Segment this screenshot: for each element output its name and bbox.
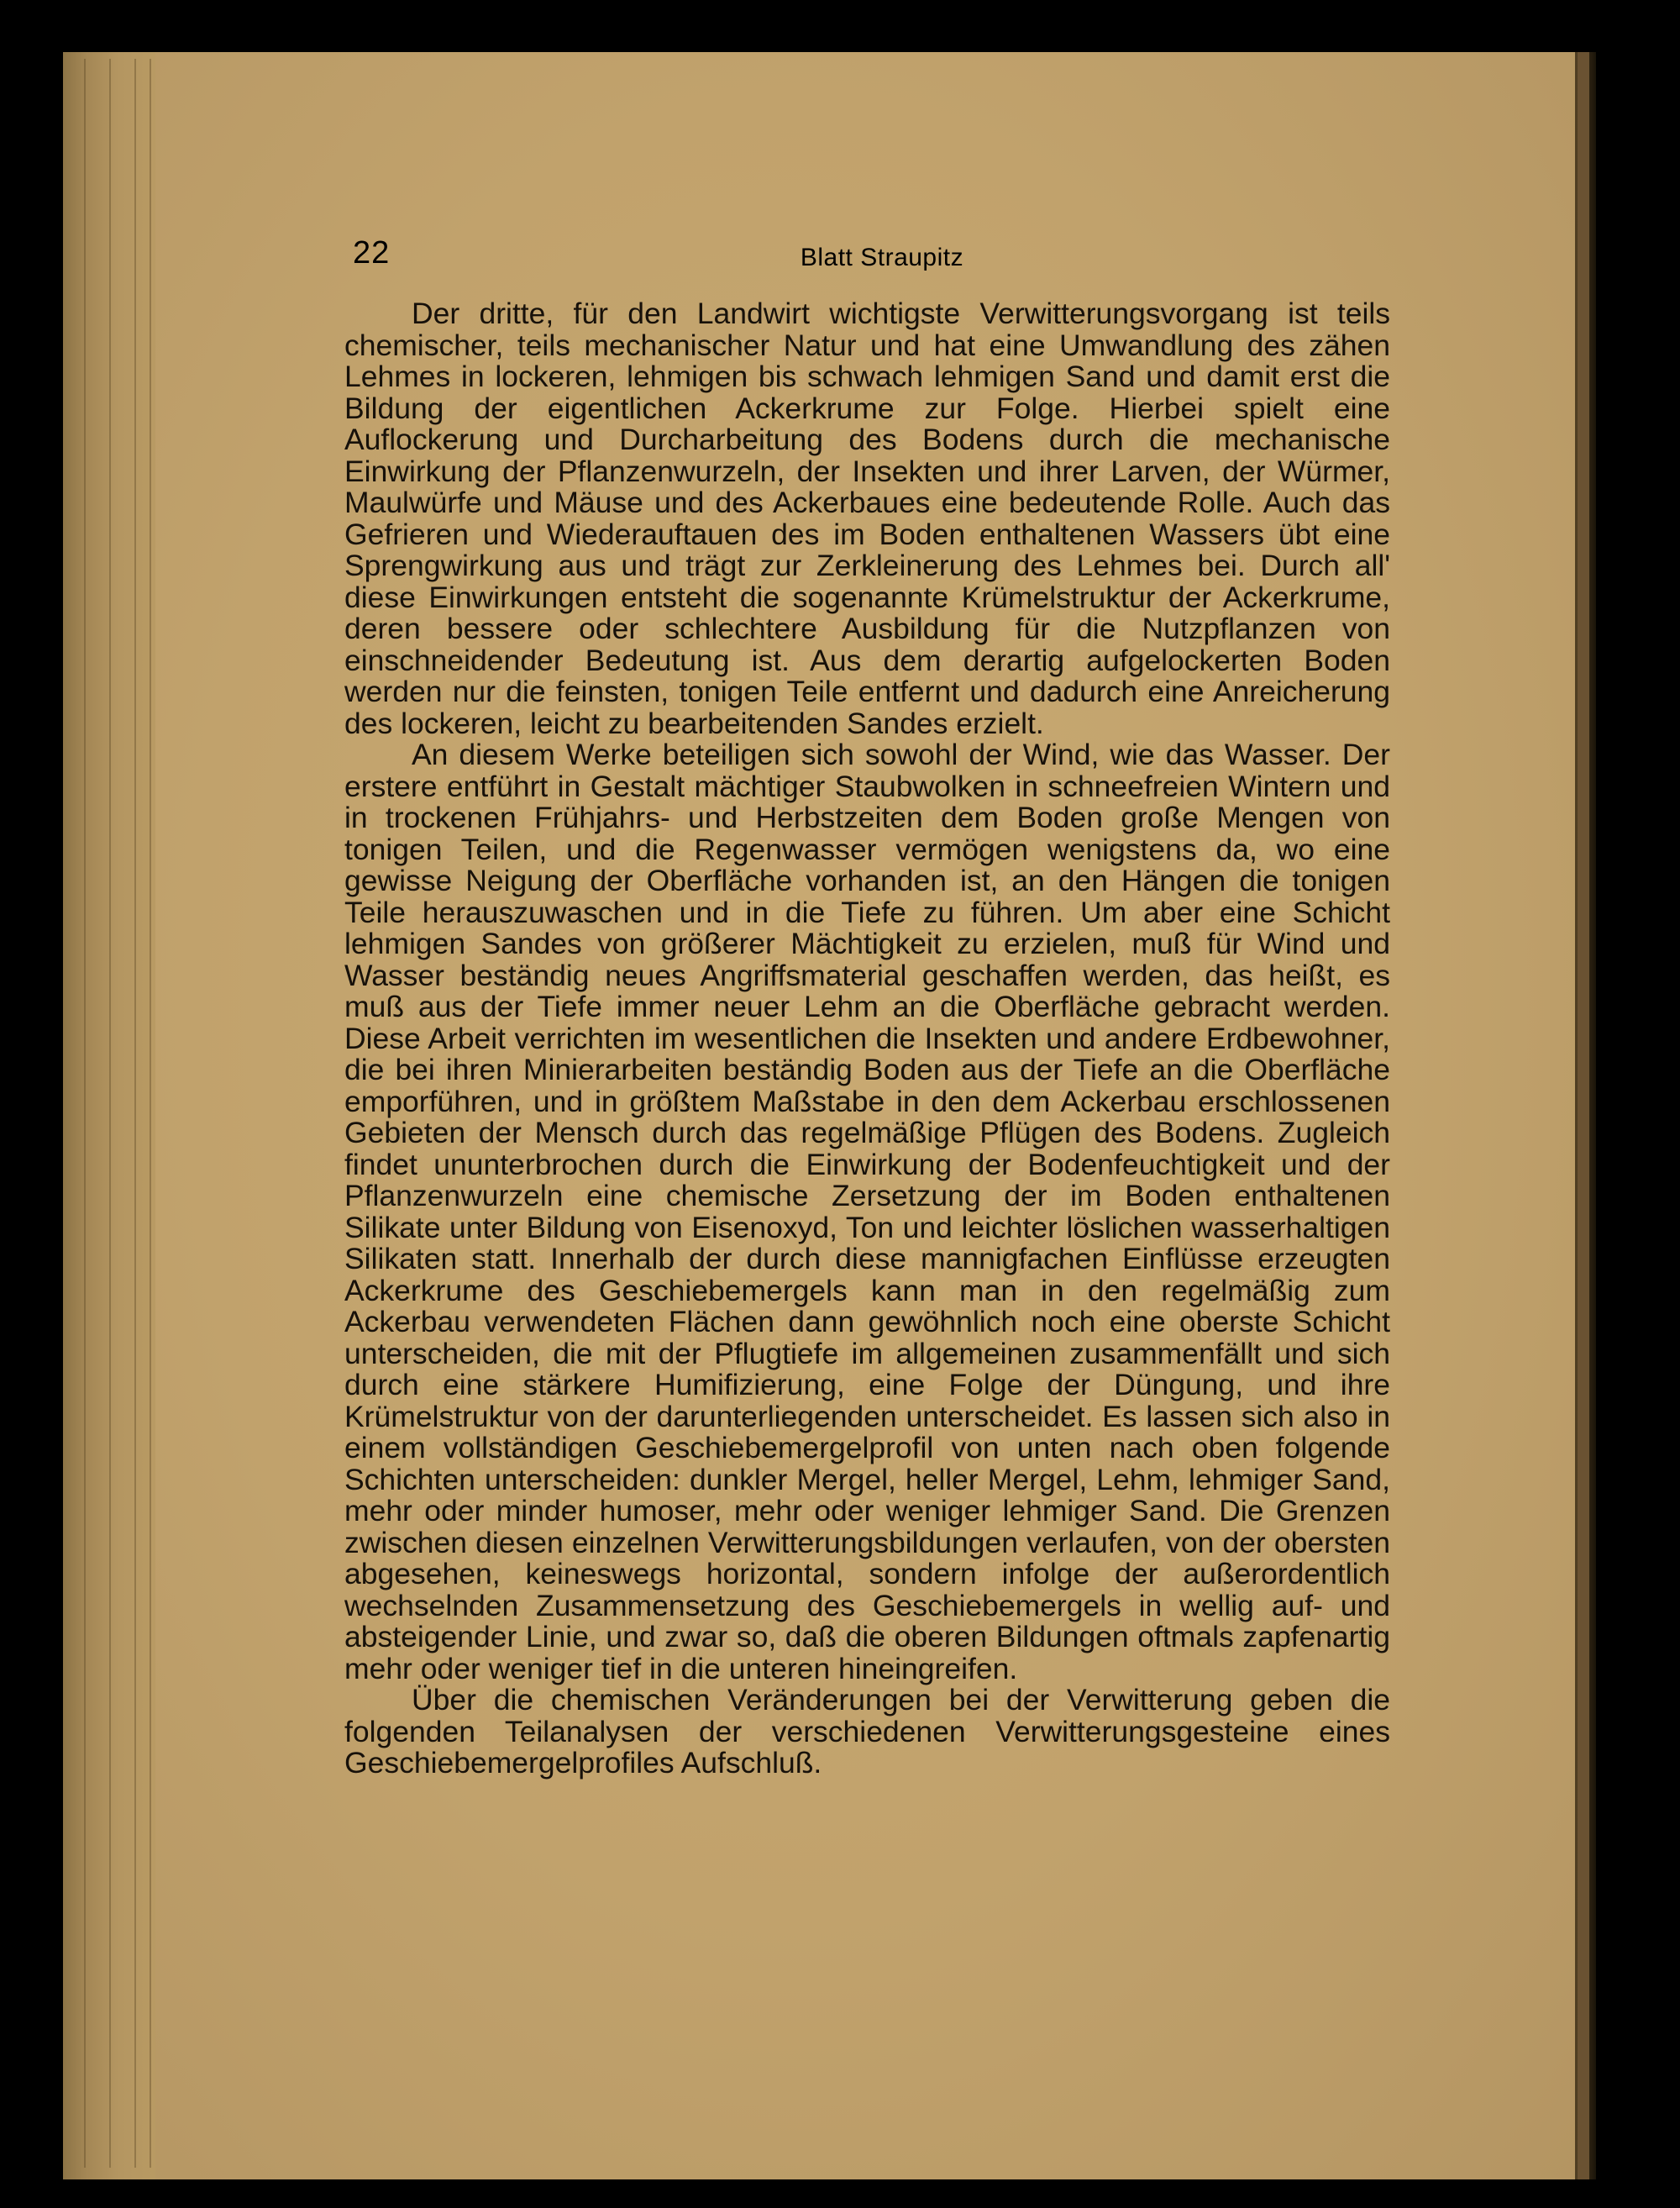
page-edge-line (134, 59, 136, 2168)
cover-edge (1578, 52, 1589, 2179)
paragraph: Der dritte, für den Landwirt wichtigste Verwitterungsvorgang ist teils chemischer, teils mechanischer Natur und hat eine Umwandlung des zähen Lehmes in lockeren, lehmigen bis schwach lehmigen Sand und damit erst die Bildung der eigentlichen Ackerkrume zur Folge. Hierbei spielt eine Auflockerung und Durcharbeitung des Bodens durch die mechanische Einwirkung der Pflanzenwurzeln, der Insekten und ihrer Larven, der Würmer, Maulwürfe und Mäuse und des Ackerbaues eine bedeutende Rolle. Auch das Gefrieren und Wiederauftauen des im Boden enthaltenen Wassers übt eine Sprengwirkung aus und trägt zur Zerkleinerung des Lehmes bei. Durch all' diese Einwirkungen entsteht die sogenannte Krümelstruktur der Ackerkrume, deren bessere oder schlechtere Ausbildung für die Nutzpflanzen von einschneidender Bedeutung ist. Aus dem derartig aufgelockerten Boden werden nur die feinsten, tonigen Teile entfernt und dadurch eine Anreicherung des lockeren, leicht zu bearbeitenden Sandes erzielt. (344, 297, 1390, 740)
page-edge-line (150, 59, 151, 2168)
paragraph: Über die chemischen Veränderungen bei der Verwitterung geben die folgenden Teilanalysen der verschiedenen Verwitterungsgesteine eines Geschiebemergelprofiles Aufschluß. (344, 1683, 1390, 1780)
page-edge-line (109, 59, 111, 2168)
body-text (344, 298, 1390, 1780)
page-edge-line (84, 59, 86, 2168)
paragraph: An diesem Werke beteiligen sich sowohl der Wind, wie das Wasser. Der erstere entführt in Gestalt mächtiger Staubwolken in schneefreien Wintern und in trockenen Frühjahrs- und Herbstzeiten dem Boden große Mengen von tonigen Teilen, und die Regenwasser vermögen wenigstens da, wo eine gewisse Neigung der Oberfläche vorhanden ist, an den Hängen die tonigen Teile herauszuwaschen und in die Tiefe zu führen. Um aber eine Schicht lehmigen Sandes von größerer Mächtigkeit zu erzielen, muß für Wind und Wasser beständig neues Angriffsmaterial geschaffen werden, das heißt, es muß aus der Tiefe immer neuer Lehm an die Oberfläche gebracht werden. Diese Arbeit verrichten im wesentlichen die Insekten und andere Erdbewohner, die bei ihren Minierarbeiten beständig Boden aus der Tiefe an die Oberfläche emporführen, und in größtem Maßstabe in den dem Ackerbau erschlossenen Gebieten der Mensch durch das regelmäßige Pflügen des Bodens. Zugleich findet ununterbrochen durch die Einwirkung der Bodenfeuchtigkeit und der Pflanzenwurzeln eine chemische Zersetzung der im Boden enthaltenen Silikate unter Bildung von Eisenoxyd, Ton und leichter löslichen wasserhaltigen Silikaten statt. Innerhalb der durch diese mannigfachen Einflüsse erzeugten Ackerkrume des Geschiebemergels kann man in den regelmäßig zum Ackerbau verwendeten Flächen dann gewöhnlich noch eine oberste Schicht unterscheiden, die mit der Pflugtiefe im allgemeinen zusammenfällt und sich durch eine stärkere Humifizierung, eine Folge der Düngung, und ihre Krümelstruktur von der darunterliegenden unterscheidet. Es lassen sich also in einem vollständigen Geschiebemergelprofil von unten nach oben folgende Schichten unterscheiden: dunkler Mergel, heller Mergel, Lehm, lehmiger Sand, mehr oder minder humoser, mehr oder weniger lehmiger Sand. Die Grenzen zwischen diesen einzelnen Verwitterungsbildungen verlaufen, von der obersten abgesehen, keineswegs horizontal, sondern infolge der außerordentlich wechselnden Zusammensetzung des Geschiebemergels in wellig auf- und absteigender Linie, und zwar so, daß die oberen Bildungen oftmals zapfenartig mehr oder weniger tief in die unteren hineingreifen. (344, 738, 1390, 1685)
running-title: Blatt Straupitz (800, 244, 964, 271)
page-number: 22 (353, 235, 391, 271)
